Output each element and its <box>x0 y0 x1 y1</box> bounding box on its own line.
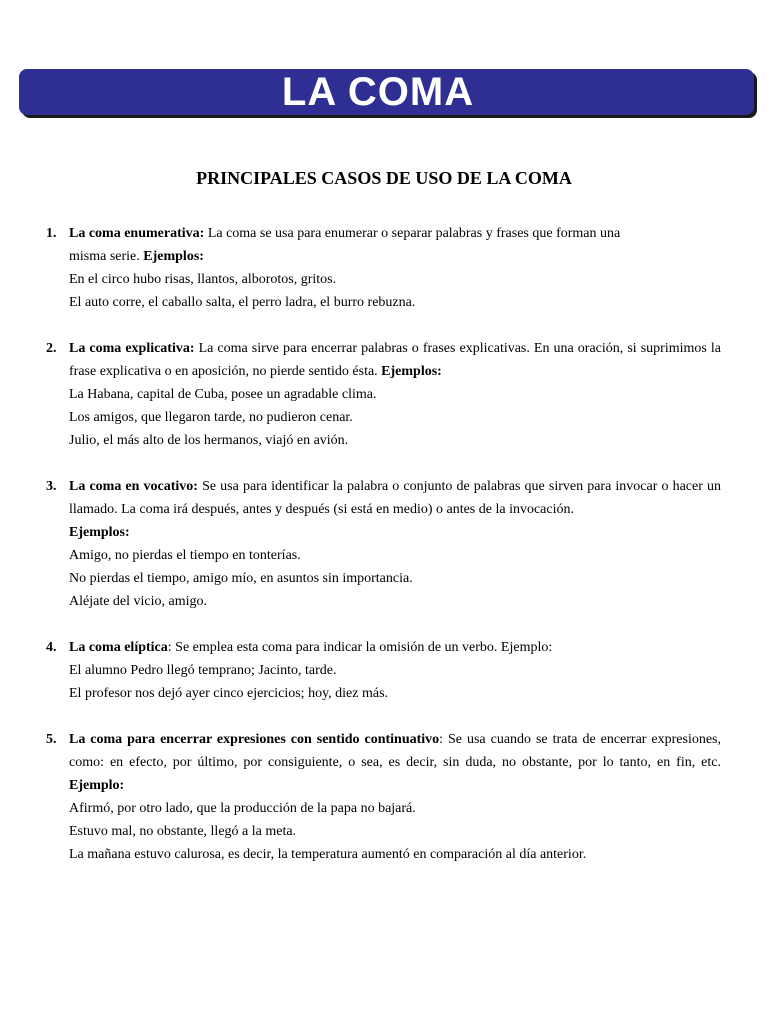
example-sentence: Amigo, no pierdas el tiempo en tonterías. <box>69 548 301 563</box>
item-definition <box>69 475 721 521</box>
list-item-coma-continuativa <box>46 728 721 866</box>
item-description: : Se emplea esta coma para indicar la omisión de un verbo. Ejemplo: <box>167 640 553 655</box>
item-description: : Se usa cuando se trata de encerrar expresiones, como: en efecto, por último, por consiguiente, o sea, es decir, sin duda, no obstante, por lo tanto, en fin, etc. <box>69 732 722 770</box>
item-definition <box>69 337 721 383</box>
example-sentence: Julio, el más alto de los hermanos, viajó en avión. <box>69 433 349 448</box>
example-sentence: La Habana, capital de Cuba, posee un agradable clima. <box>69 387 377 402</box>
item-definition <box>69 222 659 268</box>
item-number: 2. <box>46 341 57 356</box>
examples-label: Ejemplo: <box>69 778 125 793</box>
item-description: La coma sirve para encerrar palabras o frases explicativas. En una oración, si suprimimos la frase explicativa o en aposición, no pierde sentido ésta. <box>69 341 722 379</box>
list-item-coma-explicativa <box>46 337 721 452</box>
item-term: La coma elíptica <box>69 640 168 655</box>
example-sentence: El auto corre, el caballo salta, el perro ladra, el burro rebuzna. <box>69 295 416 310</box>
examples-label: Ejemplos: <box>69 525 130 540</box>
item-number: 1. <box>46 226 57 241</box>
item-term: La coma en vocativo: <box>69 479 198 494</box>
example-sentence: Afirmó, por otro lado, que la producción de la papa no bajará. <box>69 801 416 816</box>
example-sentence: El alumno Pedro llegó temprano; Jacinto, tarde. <box>69 663 337 678</box>
item-description: Se usa para identificar la palabra o conjunto de palabras que sirven para invocar o hacer un llamado. La coma irá después, antes y después (si está en medio) o antes de la invocación. <box>69 479 721 517</box>
item-number: 5. <box>46 732 57 747</box>
title-banner <box>19 69 754 115</box>
item-number: 3. <box>46 479 57 494</box>
section-heading: PRINCIPALES CASOS DE USO DE LA COMA <box>196 168 572 188</box>
document-body <box>46 222 721 866</box>
examples-label: Ejemplos: <box>143 249 204 264</box>
item-term: La coma para encerrar expresiones con sentido continuativo <box>69 732 440 747</box>
item-number: 4. <box>46 640 57 655</box>
list-item-coma-enumerativa <box>46 222 721 314</box>
example-sentence: Aléjate del vicio, amigo. <box>69 594 208 609</box>
example-sentence: Estuvo mal, no obstante, llegó a la meta. <box>69 824 297 839</box>
item-term: La coma enumerativa: <box>69 226 205 241</box>
item-definition <box>69 636 721 659</box>
page-title: LA COMA <box>281 70 475 114</box>
list-item-coma-eliptica <box>46 636 721 705</box>
example-sentence: Los amigos, que llegaron tarde, no pudieron cenar. <box>69 410 353 425</box>
example-sentence: El profesor nos dejó ayer cinco ejercicios; hoy, diez más. <box>69 686 389 701</box>
example-sentence: No pierdas el tiempo, amigo mío, en asuntos sin importancia. <box>69 571 413 586</box>
item-term: La coma explicativa: <box>69 341 195 356</box>
example-sentence: En el circo hubo risas, llantos, alborotos, gritos. <box>69 272 337 287</box>
list-item-coma-vocativo <box>46 475 721 613</box>
example-sentence: La mañana estuvo calurosa, es decir, la temperatura aumentó en comparación al día anterior. <box>69 847 587 862</box>
item-definition <box>69 728 721 797</box>
item-description: La coma se usa para enumerar o separar palabras y frases que forman una misma serie. <box>69 226 621 264</box>
examples-label: Ejemplos: <box>381 364 442 379</box>
